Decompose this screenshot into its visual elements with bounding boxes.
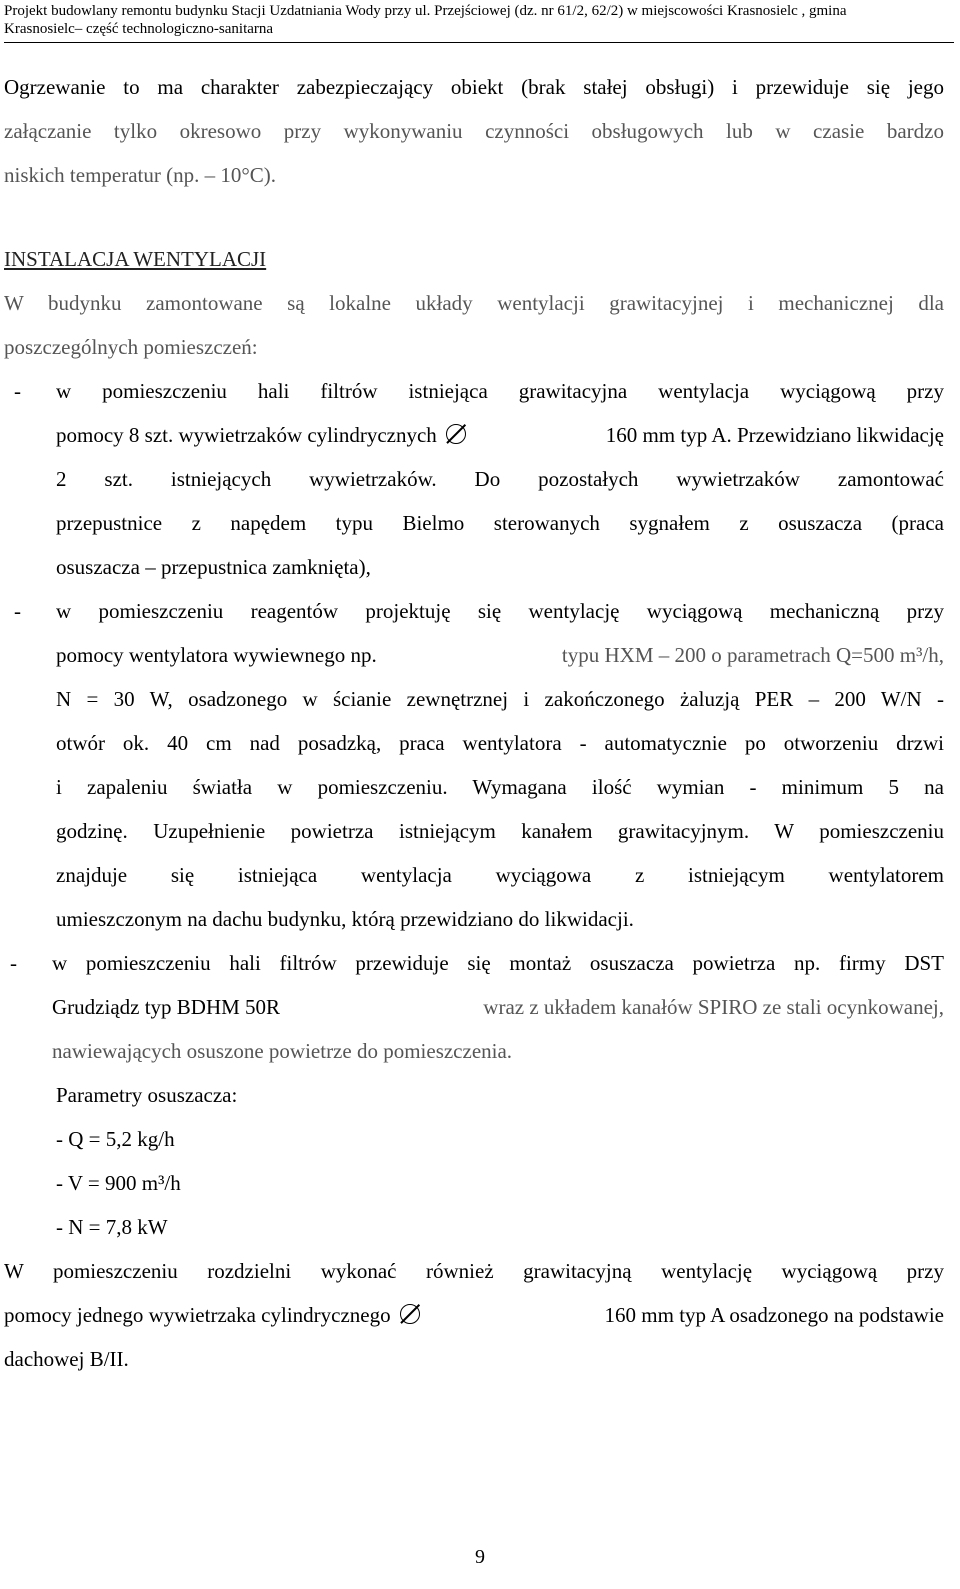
item2-line-5: i zapaleniu światła w pomieszczeniu. Wymagana ilość wymian - minimum 5 na: [56, 775, 944, 799]
item2-line-7: znajduje się istniejąca wentylacja wyciągowa z istniejącym wentylatorem: [56, 863, 944, 887]
section-intro-line-1: W budynku zamontowane są lokalne układy wentylacji grawitacyjnej i mechanicznej dla: [4, 291, 944, 315]
item1-line-2a: pomocy 8 szt. wywietrzaków cylindrycznych: [56, 423, 437, 447]
item3-line-2a: Grudziądz typ BDHM 50R: [52, 995, 281, 1019]
page-header: [4, 2, 954, 43]
intro-line-3: niskich temperatur (np. – 10°C).: [4, 163, 277, 187]
page-number: 9: [475, 1546, 485, 1568]
final-line-2: [4, 1293, 944, 1337]
list-bullet-3: -: [10, 951, 17, 975]
item3-line-2b: wraz z układem kanałów SPIRO ze stali ocynkowanej,: [483, 995, 944, 1019]
intro-line-1: Ogrzewanie to ma charakter zabezpieczający obiekt (brak stałej obsługi) i przewiduje się jego: [4, 75, 944, 99]
item1-line-2: [56, 413, 944, 457]
diameter-icon: [446, 424, 466, 444]
item2-line-2a: pomocy wentylatora wywiewnego np.: [56, 643, 377, 667]
param-n: - N = 7,8 kW: [56, 1215, 168, 1239]
header-line-2: Krasnosielc– część technologiczno-sanitarna: [4, 21, 274, 37]
item1-line-2b: 160 mm typ A. Przewidziano likwidację: [605, 423, 944, 447]
intro-line-2: załączanie tylko okresowo przy wykonywaniu czynności obsługowych lub w czasie bardzo: [4, 119, 944, 143]
item1-line-1: w pomieszczeniu hali filtrów istniejąca grawitacyjna wentylacja wyciągową przy: [56, 379, 944, 403]
final-line-3: dachowej B/II.: [4, 1347, 129, 1371]
param-v: - V = 900 m³/h: [56, 1171, 181, 1195]
item2-line-2b: typu HXM – 200 o parametrach Q=500 m³/h,: [561, 643, 944, 667]
item2-line-1: w pomieszczeniu reagentów projektuję się wentylację wyciągową mechaniczną przy: [56, 599, 944, 623]
item2-line-6: godzinę. Uzupełnienie powietrza istniejącym kanałem grawitacyjnym. W pomieszczeniu: [56, 819, 944, 843]
final-line-2b: 160 mm typ A osadzonego na podstawie: [604, 1303, 944, 1327]
item2-line-2: [56, 633, 944, 677]
item2-line-4: otwór ok. 40 cm nad posadzką, praca wentylatora - automatycznie po otworzeniu drzwi: [56, 731, 944, 755]
item1-line-3: 2 szt. istniejących wywietrzaków. Do pozostałych wywietrzaków zamontować: [56, 467, 944, 491]
item3-line-3: nawiewających osuszone powietrze do pomieszczenia.: [52, 1039, 513, 1063]
item1-line-5: osuszacza – przepustnica zamknięta),: [56, 555, 371, 579]
item2-line-8: umieszczonym na dachu budynku, którą przewidziano do likwidacji.: [56, 907, 634, 931]
item3-line-1: w pomieszczeniu hali filtrów przewiduje się montaż osuszacza powietrza np. firmy DST: [52, 951, 944, 975]
final-line-2a: pomocy jednego wywietrzaka cylindrycznego: [4, 1303, 391, 1327]
list-bullet-1: -: [14, 379, 21, 403]
diameter-icon-2: [400, 1304, 420, 1324]
final-line-1: W pomieszczeniu rozdzielni wykonać również grawitacyjną wentylację wyciągową przy: [4, 1259, 944, 1283]
header-line-1: Projekt budowlany remontu budynku Stacji Uzdatniania Wody przy ul. Przejściowej (dz. nr 61/2, 62/2) w miejscowości Krasnosielc , gmina: [4, 3, 847, 19]
param-q: - Q = 5,2 kg/h: [56, 1127, 175, 1151]
item1-line-4: przepustnice z napędem typu Bielmo sterowanych sygnałem z osuszacza (praca: [56, 511, 944, 535]
item2-line-3: N = 30 W, osadzonego w ścianie zewnętrznej i zakończonego żaluzją PER – 200 W/N -: [56, 687, 944, 711]
params-title: Parametry osuszacza:: [56, 1083, 238, 1107]
section-title: INSTALACJA WENTYLACJI: [4, 247, 267, 271]
item3-line-2: [52, 985, 944, 1029]
list-bullet-2: -: [14, 599, 21, 623]
section-intro-line-2: poszczególnych pomieszczeń:: [4, 335, 258, 359]
